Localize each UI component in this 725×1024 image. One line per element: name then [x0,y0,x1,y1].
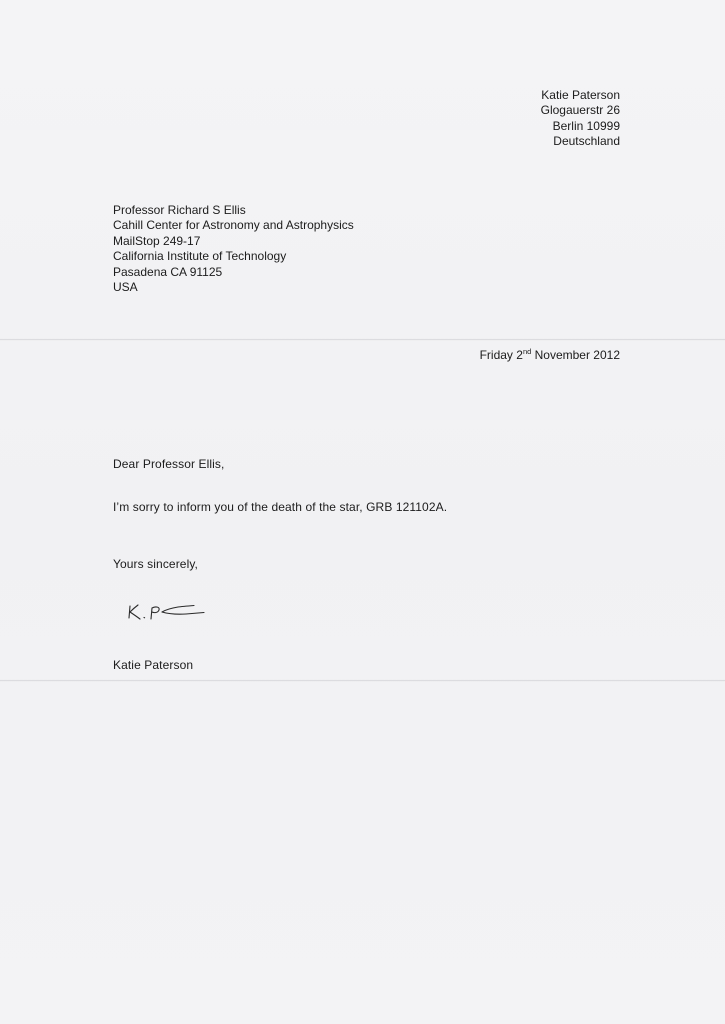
handwritten-signature [122,598,212,626]
date-suffix: November 2012 [531,348,620,362]
paper-fold-line [0,338,725,341]
recipient-institution: California Institute of Technology [113,249,287,264]
recipient-city: Pasadena CA 91125 [113,264,223,279]
signer-name: Katie Paterson [113,658,194,672]
sender-address [541,88,620,150]
recipient-country: USA [113,280,138,295]
date-prefix: Friday 2 [479,348,523,362]
sender-street: Glogauerstr 26 [540,103,620,118]
recipient-department: Cahill Center for Astronomy and Astrophysics [113,218,354,233]
sender-country: Deutschland [553,134,620,149]
sender-name: Katie Paterson [541,88,620,102]
date-ordinal: nd [522,347,532,356]
recipient-mailstop: MailStop 249-17 [113,233,201,248]
closing: Yours sincerely, [113,557,198,571]
salutation: Dear Professor Ellis, [113,457,225,471]
recipient-name: Professor Richard S Ellis [113,203,246,217]
letter-body: I’m sorry to inform you of the death of the star, GRB 121102A. [113,500,448,514]
recipient-address [113,203,354,295]
paper-fold-line [0,679,725,682]
sender-city: Berlin 10999 [552,118,620,133]
letter-date [480,347,620,363]
